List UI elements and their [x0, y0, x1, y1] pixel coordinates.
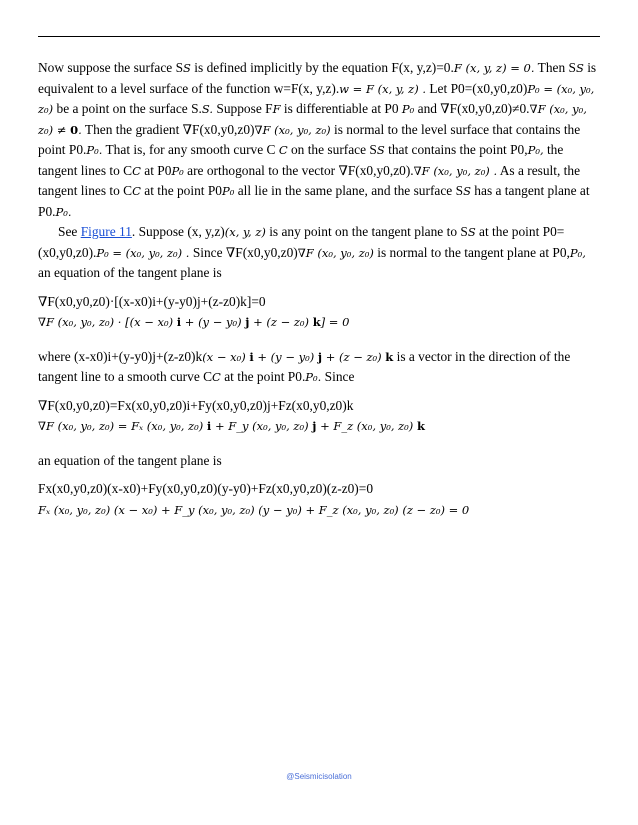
spacer [38, 284, 600, 292]
math-inline: (x, y, z) [224, 225, 266, 239]
math-inline: P₀. [305, 370, 322, 384]
math-inline: S [467, 225, 476, 239]
text-run: be a point on the surface S. [53, 101, 202, 116]
text-run: Suppose F [213, 101, 273, 116]
math-inline: P₀. [55, 204, 72, 219]
text-run: that contains the point P0, [384, 142, 528, 157]
math-part: + F_z (x₀, y₀, z₀) [316, 419, 417, 433]
text-run: is normal to the level surface that contains the point P0. [38, 121, 581, 157]
text-run: is normal to the tangent plane at P0, [373, 244, 570, 260]
paragraph-equation-intro: an equation of the tangent plane is [38, 452, 222, 468]
text-run: is a vector in the direction of the tangent line to a smooth curve C [38, 348, 571, 384]
text-run: are orthogonal to the vector ∇F(x0,y0,z0). [183, 162, 414, 178]
spacer [38, 339, 600, 347]
math-inline: P₀, [569, 245, 586, 260]
unit-vector-k: k [312, 315, 321, 329]
equation-1-math [38, 312, 600, 333]
unit-vector-k: k [416, 419, 425, 433]
text-run: at the point P0 [140, 183, 223, 198]
math-inline: S [575, 61, 584, 75]
text-run: Since [321, 369, 355, 384]
math-inline: C [212, 370, 221, 384]
text-run: an equation of the tangent plane is [38, 265, 222, 280]
unit-vector-j: j [245, 315, 250, 329]
math-inline: P₀ [171, 163, 184, 178]
text-run: at the point P0=(x0,y0,z0). [38, 224, 565, 260]
text-run: . Suppose (x, y,z) [131, 224, 225, 239]
unit-vector-i: i [249, 349, 254, 364]
math-inline: P₀ = (x₀, y₀, z₀) [38, 81, 595, 116]
text-run: the tangent lines to C [38, 142, 564, 178]
footer-watermark: @Seismicisolation [286, 772, 352, 781]
text-run: is defined implicitly by the equation F(x, y,z)=0. [190, 60, 454, 75]
math-inline: P₀, [527, 143, 544, 157]
text-run: Since ∇F(x0,y0,z0) [189, 244, 298, 260]
math-part: + (y − y₀) [181, 315, 246, 329]
math-inline: ∇F (x₀, y₀, z₀) [254, 122, 331, 137]
text-run: Now suppose the surface S [38, 60, 184, 75]
math-inline: P₀. [86, 143, 103, 157]
math-inline: S [183, 61, 191, 75]
math-part: ∇F (x₀, y₀, z₀) = Fₓ (x₀, y₀, z₀) [38, 419, 207, 433]
text-run: on the surface S [287, 142, 377, 157]
equation-3-text: Fx(x0,y0,z0)(x-x0)+Fy(x0,y0,z0)(y-y0)+Fz(x0,y0,z0)(z-z0)=0 [38, 481, 374, 496]
text-run: where (x-x0)i+(y-y0)j+(z-z0)k [38, 348, 203, 364]
equation-3-math: Fₓ (x₀, y₀, z₀) (x − x₀) + F_y (x₀, y₀, z₀) (y − y₀) + F_z (x₀, y₀, z₀) (z − z₀) = 0 [38, 502, 470, 517]
math-part: + (z − z₀) [249, 315, 313, 329]
text-run: and ∇F(x0,y0,z0)≠0. [414, 101, 530, 116]
paragraph-implicit-surface [38, 58, 600, 222]
spacer [38, 388, 600, 396]
math-part: ∇F (x₀, y₀, z₀) · [(x − x₀) [38, 315, 177, 329]
text-run: is any point on the tangent plane to S [265, 224, 468, 239]
math-part: (x − x₀) [202, 349, 250, 364]
paragraph-direction-vector [38, 347, 600, 388]
text-run: is equivalent to a level surface of the function w=F(x, y,z). [38, 60, 597, 96]
text-run: That is, for any smooth curve C [102, 142, 276, 157]
math-part: . [78, 122, 82, 137]
math-part: ∇F (x₀, y₀, z₀) ≠ [38, 102, 587, 137]
spacer [38, 443, 600, 451]
text-run: Then the gradient ∇F(x0,y0,z0) [81, 121, 255, 137]
math-inline: S [376, 143, 385, 157]
unit-vector-j: j [312, 419, 317, 433]
math-inline: C [132, 163, 141, 178]
paragraph-tangent-plane [38, 222, 600, 284]
math-inline: P₀ [222, 184, 235, 198]
math-inline: F (x, y, z) = 0. [453, 61, 535, 75]
unit-vector-j: j [317, 349, 323, 364]
math-inline: F [272, 102, 281, 116]
math-inline: ∇F (x₀, y₀, z₀) [297, 245, 374, 260]
unit-vector-i: i [176, 315, 182, 329]
math-inline: S. [201, 102, 214, 116]
math-inline: C [278, 143, 288, 157]
math-inline: S [463, 184, 471, 198]
unit-vector-i: i [206, 419, 212, 433]
equation-1-text: ∇F(x0,y0,z0)·[(x-x0)i+(y-y0)j+(z-z0)k]=0 [38, 293, 266, 309]
spacer [38, 471, 600, 479]
math-part: ] = 0 [320, 315, 350, 329]
text-run: See [58, 224, 81, 239]
text-run: has a tangent plane at P0. [38, 183, 590, 219]
math-inline: P₀ = (x₀, y₀, z₀) . [96, 245, 190, 260]
equation-2-text: ∇F(x0,y0,z0)=Fx(x0,y0,z0)i+Fy(x0,y0,z0)j+Fz(x0,y0,z0)k [38, 397, 354, 413]
math-inline: C [132, 184, 141, 198]
unit-vector-k: k [385, 349, 394, 364]
document-body [38, 58, 600, 526]
equation-2-math [38, 416, 600, 437]
top-rule [38, 36, 600, 37]
text-run: all lie in the same plane, and the surface S [234, 183, 464, 198]
math-part: + F_y (x₀, y₀, z₀) [211, 419, 313, 433]
text-run: at the point P0. [220, 369, 306, 384]
math-part: + (z − z₀) [322, 349, 386, 364]
math-inline: P₀ [401, 102, 415, 116]
math-bold-zero: 0 [70, 122, 79, 137]
math-inline [202, 350, 393, 364]
text-run: As a result, the tangent lines to C [38, 162, 581, 198]
text-run: is differentiable at P0 [280, 101, 399, 116]
text-run: at P0 [140, 162, 172, 178]
figure-11-link[interactable]: Figure 11 [80, 224, 132, 239]
math-inline: w = F (x, y, z) . [339, 81, 427, 96]
math-part: + (y − y₀) [253, 349, 318, 364]
math-inline: ∇F (x₀, y₀, z₀) . [413, 163, 498, 178]
text-run: Then S [537, 60, 576, 75]
text-run: Let P0=(x0,y0,z0) [426, 80, 528, 96]
